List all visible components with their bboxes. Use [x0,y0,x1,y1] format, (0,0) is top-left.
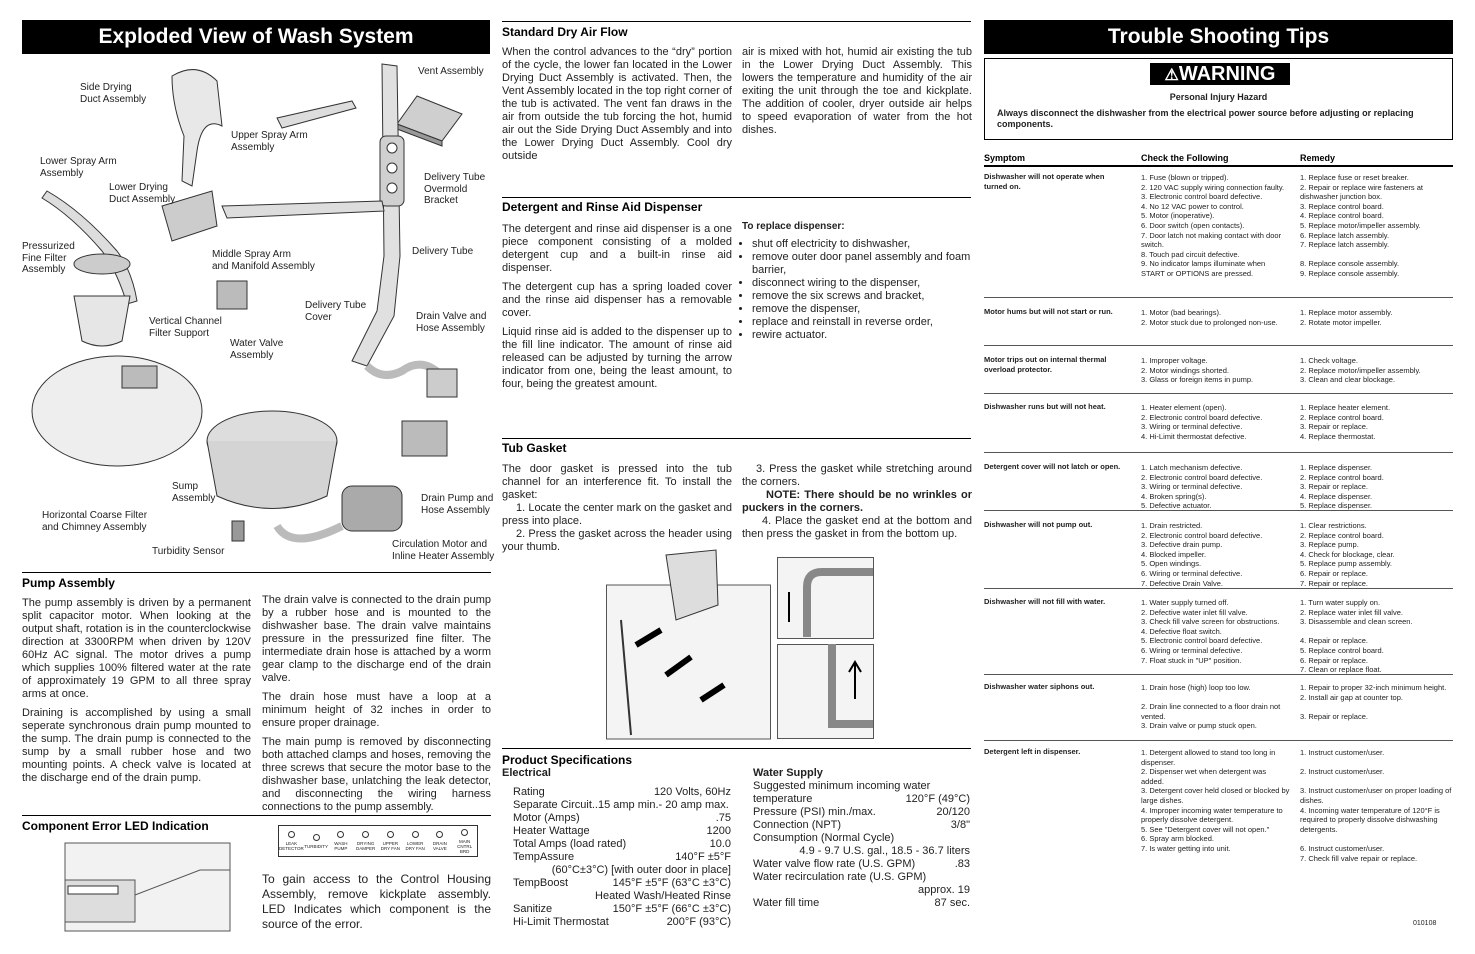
remedy-list-item: 4. Replace dispenser. [1300,491,1373,501]
check-list [1141,748,1291,854]
check-list-item: 3. Defective drain pump. [1141,540,1223,550]
remedy-list-item: 1. Clear restrictions. [1300,521,1367,530]
check-list-item: 7. Defective Drain Valve. [1141,578,1223,588]
pump-col1: The pump assembly is driven by a permanent split capacitor motor. When looking at the output shaft, rotation is in the counterclockwise direction at 3300RPM when driven by 120V 60Hz AC signal. The motor drives a pump which supplies 100% filtered water at the rate of approximately 19 GPM to all three spray arms at once. Draining is accomplished by using a small seperate synchronous drain pump mounted to the sump. The drain pump is connected to the sump by a small rubber hose and two mounting points. A check valve is located at the discharge end of the drain pump. [22,597,251,784]
remedy-list [1300,308,1453,327]
remedy-list-item: 1. Replace dispenser. [1300,463,1373,472]
document-code: 010108 [1413,920,1437,927]
remedy-list-item: 3. Repair or replace. [1300,711,1368,721]
upper-spray-arm-shape [277,101,356,128]
remedy-list-item: 7. Check fill valve repair or replace. [1300,853,1418,863]
row-divider [984,674,1453,675]
remedy-list-item: 2. Replace water inlet fill valve. [1300,607,1403,617]
electrical-specs: Rating 120 Volts, 60Hz Separate Circuit..15 amp min.- 20 amp max. Motor (Amps) .75 Heater Wattage 1200 Total Amps (load rated) 10.0 TempAssure 140°F ±5°F (60°C±3°C) [with outer door in place] TempBoost 145°F ±5°F (63°C ±3°C) Heated Wash/Heated Rinse Sanitize 150°F ±5°F (66°C ±3°C) Hi-Limit Thermostat 200°F (93°C) [513,786,731,928]
symptom-label: Dishwasher will not operate when turned on. [984,172,1105,191]
symptom-label: Dishwasher will not pump out. [984,520,1093,529]
led-turbidity: TURBIDITY [305,834,328,849]
remedy-list-item: 1. Instruct customer/user. [1300,748,1385,757]
dry-col1: When the control advances to the “dry” portion of the cycle, the lower fan located in the Lower Drying Duct Assembly is activated. Then, the Vent Assembly located in the top right corner of the tub is activated. The vent fan draws in the air from outside the tub forcing the hot, humid air out the Side Drying Duct Assembly and into the Lower Drying Duct Assembly. Cool dry outside [502,46,732,162]
remedy-list [1300,598,1453,675]
remedy-list-item [1300,777,1453,787]
remedy-list-item: 3. Instruct customer/user on proper loading of dishes. [1300,786,1452,805]
check-list-item: 2. 120 VAC supply wiring connection faulty. [1141,182,1285,192]
detergent-dispenser-title: Detergent and Rinse Aid Dispenser [502,200,703,214]
check-list-item: 5. Motor (inoperative). [1141,211,1215,221]
check-list-item: 6. Wiring or terminal defective. [1141,645,1243,655]
label-delivery-bracket: Delivery Tube Overmold Bracket [424,172,486,206]
remedy-list-item: 2. Install air gap at counter top. [1300,692,1403,702]
drain-valve-shape [427,369,457,397]
replace-dispenser-title: To replace dispenser: [742,221,845,232]
vent-assembly-shape [397,96,462,141]
label-middle-spray: Middle Spray Arm and Manifold Assembly [212,249,315,272]
check-list-item: 5. Defective actuator. [1141,501,1212,511]
check-list-item: 3. Glass or foreign items in pump. [1141,375,1254,385]
check-list-item [1141,693,1291,703]
label-delivery-tube: Delivery Tube [412,246,474,257]
check-list [1141,356,1291,385]
check-list-item: 3. Electronic control board defective. [1141,192,1263,202]
led-indication-title: Component Error LED Indication [22,819,209,833]
label-lower-spray: Lower Spray Arm Assembly [40,156,117,179]
check-list-item: 2. Electronic control board defective. [1141,412,1263,422]
turbidity-sensor-shape [232,521,244,541]
label-water-valve: Water Valve Assembly [230,338,284,361]
remedy-list-item: 3. Repair or replace. [1300,422,1368,432]
row-divider [984,510,1453,511]
row-divider [984,588,1453,589]
check-list-item: 4. Hi-Limit thermostat defective. [1141,431,1247,441]
symptom-label: Motor hums but will not start or run. [984,307,1113,316]
exploded-view-title: Exploded View of Wash System [22,20,490,54]
led-drain-valve: DRAIN VALVE [428,831,451,851]
label-delivery-cover: Delivery Tube Cover [305,300,367,323]
led-leak-detector: LEAK DETECTOR [280,831,303,851]
check-list-item: 4. No 12 VAC power to control. [1141,201,1244,211]
gasket-illustration-bottom [777,644,874,739]
check-list [1141,598,1291,665]
label-pressurized: Pressurized Fine Filter Assembly [22,241,75,275]
dry-col2: air is mixed with hot, humid air existing the tub in the Lower Drying Duct Assembly. This lowers the temperature and humidity of the air exiting the unit through the toe and kickplate. The addition of cooler, dryer outside air helps to speed evaporation of water from the hot dishes. [742,46,972,136]
check-list-item: 2. Electronic control board defective. [1141,472,1263,482]
symptom-label: Detergent left in dispenser. [984,747,1081,756]
warning-box [984,58,1453,140]
remedy-list-item [1300,702,1453,712]
check-list [1141,308,1291,327]
check-list-item: 3. Drain valve or pump stuck open. [1141,721,1257,731]
check-list-item: 9. No indicator lamps illuminate when START or OPTIONS are pressed. [1141,259,1266,278]
dry-air-flow-title: Standard Dry Air Flow [502,25,628,39]
check-list-item: 6. Wiring or terminal defective. [1141,568,1243,578]
remedy-list-item: 2. Replace motor/impeller assembly. [1300,365,1421,375]
row-divider [984,452,1453,453]
fine-filter-top [74,254,130,274]
led-drying-damper: DRYING DAMPER [354,831,377,851]
led-access-text: To gain access to the Control Housing Assembly, remove kickplate assembly. LED Indicates which component is the source of the error. [262,872,491,931]
pump-col2: The drain valve is connected to the drain pump by a rubber hose and is mounted to the dishwasher base. The drain valve maintains pressure in the pressurized fine filter. The intermediate drain hose is attached by a worm gear clamp to the discharge end of the drain valve. The drain hose must have a loop at a minimum height of 32 inches in order to ensure proper drainage. The main pump is removed by disconnecting both attached clamps and hoses, removing the three screws that secure the motor base to the dishwasher base, unlatching the leak detector, and disconnecting the wiring harness connections to the pump assembly. [262,594,491,813]
header-check: Check the Following [1141,153,1229,163]
remedy-list [1300,356,1453,385]
fine-filter-body [74,296,130,346]
led-wash-pump: WASH PUMP [329,831,352,851]
remedy-list-item: 5. Replace motor/impeller assembly. [1300,220,1421,230]
pump-assembly-title: Pump Assembly [22,576,115,590]
remedy-list [1300,463,1453,511]
electrical-title: Electrical [502,767,551,779]
gasket-illustration-corner [777,557,874,639]
check-list-item: 4. Defective float switch. [1141,626,1222,636]
remedy-list [1300,683,1453,721]
water-specs: Suggested minimum incoming water temperature 120°F (49°C) Pressure (PSI) min./max. 20/120 Connection (NPT) 3/8" Consumption (Normal Cycle) 4.9 - 9.7 U.S. gal., 18.5 - 36.7 liters Water valve flow rate (U.S. GPM) .83 Water recirculation rate (U.S. GPM) approx. 19 Water fill time 87 sec. [753,780,970,909]
gasket-illustration-main [606,545,771,740]
remedy-list [1300,173,1453,279]
led-lower-dry-fan: LOWER DRY FAN [404,831,427,851]
drain-pump-shape [402,421,447,456]
side-drying-duct-shape [172,70,222,186]
replace-steps: • shut off electricity to dishwasher, • remove outer door panel assembly and foam barrier, • disconnect wiring to the dispenser, • remove the six screws and bracket, • remove the dispenser, • replace and reinstall in reverse order, • rewire actuator. [742,238,984,342]
check-list-item: 1. Heater element (open). [1141,403,1227,412]
remedy-list-item: 1. Replace motor assembly. [1300,308,1393,317]
symptom-label: Dishwasher will not fill with water. [984,597,1106,606]
check-list-item: 1. Drain restricted. [1141,521,1203,530]
remedy-list-item: 6. Replace latch assembly. [1300,230,1390,240]
label-sump: Sump Assembly [172,481,216,504]
remedy-list-item [1300,834,1453,844]
header-remedy: Remedy [1300,153,1336,163]
remedy-list-item: 2. Instruct customer/user. [1300,767,1385,777]
remedy-list-item: 7. Repair or replace. [1300,578,1368,588]
remedy-list-item: 7. Clean or replace float. [1300,665,1382,675]
check-list-item: 4. Improper incoming water temperature to properly dissolve detergent. [1141,805,1283,825]
check-list-item: 1. Motor (bad bearings). [1141,308,1222,317]
check-list-item: 1. Fuse (blown or tripped). [1141,173,1229,182]
gasket-col2: 3. Press the gasket while stretching around the corners. NOTE: There should be no wrinkles or puckers in the corners. 4. Place the gasket end at the bottom and then press the gasket in from the bottom up. [742,463,972,540]
remedy-list-item: 2. Replace control board. [1300,412,1384,422]
warning-badge: ⚠WARNING [1150,63,1290,85]
check-list-item: 1. Drain hose (high) loop too low. [1141,683,1251,692]
check-list-item: 3. Detergent cover held closed or blocked by large dishes. [1141,786,1290,805]
check-list-item: 1. Water supply turned off. [1141,598,1229,607]
check-list-item: 2. Motor windings shorted. [1141,365,1229,375]
label-vertical-channel: Vertical Channel Filter Support [149,316,222,339]
remedy-list-item: 2. Replace control board. [1300,530,1384,540]
check-list-item: 5. Electronic control board defective. [1141,636,1263,646]
remedy-list-item: 1. Replace fuse or reset breaker. [1300,173,1409,182]
check-list-item: 1. Latch mechanism defective. [1141,463,1243,472]
symptom-label: Detergent cover will not latch or open. [984,462,1121,471]
led-upper-dry-fan: UPPER DRY FAN [379,831,402,851]
remedy-list-item: 1. Turn water supply on. [1300,598,1381,607]
water-supply-title: Water Supply [753,767,823,779]
remedy-list-item: 4. Check for blockage, clear. [1300,549,1395,559]
remedy-list-item: 3. Repair or replace. [1300,482,1368,492]
label-drain-valve: Drain Valve and Hose Assembly [416,311,487,334]
warning-triangle-icon: ⚠ [1164,67,1179,84]
check-list-item: 2. Drain line connected to a floor drain not vented. [1141,702,1281,721]
check-list-item: 4. Blocked impeller. [1141,549,1207,559]
check-list-item: 3. Wiring or terminal defective. [1141,422,1243,432]
remedy-list-item [1300,250,1453,260]
remedy-list-item: 3. Disassemble and clean screen. [1300,617,1413,627]
remedy-list-item: 3. Replace control board. [1300,201,1384,211]
remedy-list-item: 2. Replace control board. [1300,472,1384,482]
symptom-label: Dishwasher runs but will not heat. [984,402,1106,411]
check-list-item: 7. Float stuck in "UP" position. [1141,655,1242,665]
circulation-motor-shape [342,486,402,531]
check-list [1141,403,1291,441]
remedy-list-item: 9. Replace console assembly. [1300,268,1400,278]
led-main-cntrl-brd: MAIN CNTRL BRD [453,829,476,854]
label-drain-pump: Drain Pump and Hose Assembly [421,493,494,516]
check-list-item: 6. Door switch (open contacts). [1141,220,1245,230]
remedy-list-item: 6. Instruct customer/user. [1300,843,1385,853]
check-list [1141,521,1291,588]
gasket-col1: The door gasket is pressed into the tub channel for an interference fit. To install the gasket: 1. Locate the center mark on the gasket and press into place. 2. Press the gasket across the header using your thumb. [502,463,732,553]
check-list-item: 2. Dispenser wet when detergent was added. [1141,767,1267,786]
check-list-item: 1. Detergent allowed to stand too long in dispenser. [1141,748,1276,767]
remedy-list-item: 6. Repair or replace. [1300,568,1368,578]
check-list [1141,463,1291,511]
remedy-list-item: 4. Replace thermostat. [1300,431,1376,441]
check-list-item: 7. Is water getting into unit. [1141,843,1231,853]
remedy-list-item: 6. Repair or replace. [1300,655,1368,665]
label-horizontal: Horizontal Coarse Filter and Chimney Assembly [42,510,148,533]
check-list-item: 3. Wiring or terminal defective. [1141,482,1243,492]
remedy-list-item: 4. Repair or replace. [1300,636,1368,646]
detergent-col1: The detergent and rinse aid dispenser is a one piece component consisting of a molded detergent cup and a built-in rinse aid dispenser. The detergent cup has a spring loaded cover and the rinse aid dispenser has a removable cover. Liquid rinse aid is added to the dispenser up to the fill line indicator. The amount of rinse aid released can be adjusted by turning the arrow indicator from one, being the least amount, to four, being the greatest amount. [502,223,732,390]
remedy-list-item: 3. Replace pump. [1300,540,1359,550]
check-list-item: 8. Touch pad circuit defective. [1141,249,1240,259]
check-list-item: 1. Improper voltage. [1141,356,1208,365]
label-vent: Vent Assembly [418,66,484,77]
check-list [1141,173,1291,279]
remedy-list-item: 5. Replace dispenser. [1300,501,1373,511]
remedy-list [1300,521,1453,588]
check-list-item: 5. See "Detergent cover will not open." [1141,824,1270,834]
remedy-list-item: 7. Replace latch assembly. [1300,240,1390,250]
led-panel [278,825,478,857]
label-lower-drying: Lower Drying Duct Assembly [109,182,176,205]
product-specs-title: Product Specifications [502,753,633,767]
remedy-list-item: 2. Rotate motor impeller. [1300,317,1382,327]
middle-spray-arm-shape [222,201,384,218]
check-list-item: 6. Spray arm blocked. [1141,834,1214,844]
remedy-list-item: 1. Replace heater element. [1300,403,1391,412]
troubleshooting-title: Trouble Shooting Tips [984,20,1453,54]
tub-gasket-title: Tub Gasket [502,441,567,455]
remedy-list [1300,748,1453,863]
remedy-list-item: 2. Repair or replace wire fasteners at dishwasher junction box. [1300,182,1423,202]
label-upper-spray: Upper Spray Arm Assembly [231,130,308,153]
remedy-list-item: 8. Replace console assembly. [1300,259,1400,269]
row-divider [984,740,1453,741]
check-list [1141,683,1291,731]
remedy-list-item: 5. Replace control board. [1300,645,1384,655]
remedy-list-item: 5. Replace pump assembly. [1300,559,1392,569]
kickplate-illustration [60,840,235,935]
check-list-item: 2. Defective water inlet fill valve. [1141,607,1248,617]
check-list-item: 2. Electronic control board defective. [1141,530,1263,540]
personal-injury-hazard: Personal Injury Hazard [1169,92,1268,102]
check-list-item: 5. Open windings. [1141,559,1202,569]
remedy-list-item: 4. Incoming water temperature of 120°F is required to properly dissolve dishwashing detergents. [1300,805,1440,834]
remedy-list-item: 3. Clean and clear blockage. [1300,375,1396,385]
remedy-list-item [1300,758,1453,768]
check-list-item: 4. Broken spring(s). [1141,491,1207,501]
check-list-item: 3. Check fill valve screen for obstructions. [1141,617,1280,627]
symptom-label: Dishwasher water siphons out. [984,682,1095,691]
row-divider [984,345,1453,346]
symptom-label: Motor trips out on internal thermal overload protector. [984,355,1107,374]
row-divider [984,393,1453,394]
label-turbidity: Turbidity Sensor [152,546,225,557]
water-valve-shape [217,281,247,309]
coarse-filter-disk [32,356,202,466]
check-list-item: 7. Door latch not making contact with door switch. [1141,230,1282,250]
remedy-list-item [1300,627,1453,637]
header-symptom: Symptom [984,153,1026,163]
label-side-drying: Side Drying Duct Assembly [80,82,147,105]
label-circulation: Circulation Motor and Inline Heater Assembly [392,539,495,562]
remedy-list-item: 1. Check voltage. [1300,356,1358,365]
row-divider [984,297,1453,298]
remedy-list-item: 4. Replace control board. [1300,211,1384,221]
remedy-list [1300,403,1453,441]
check-list-item: 2. Motor stuck due to prolonged non-use. [1141,317,1278,327]
warning-text: Always disconnect the dishwasher from the electrical power source before adjusting or replacing components. [997,108,1414,129]
remedy-list-item: 1. Repair to proper 32-inch minimum height. [1300,683,1447,692]
